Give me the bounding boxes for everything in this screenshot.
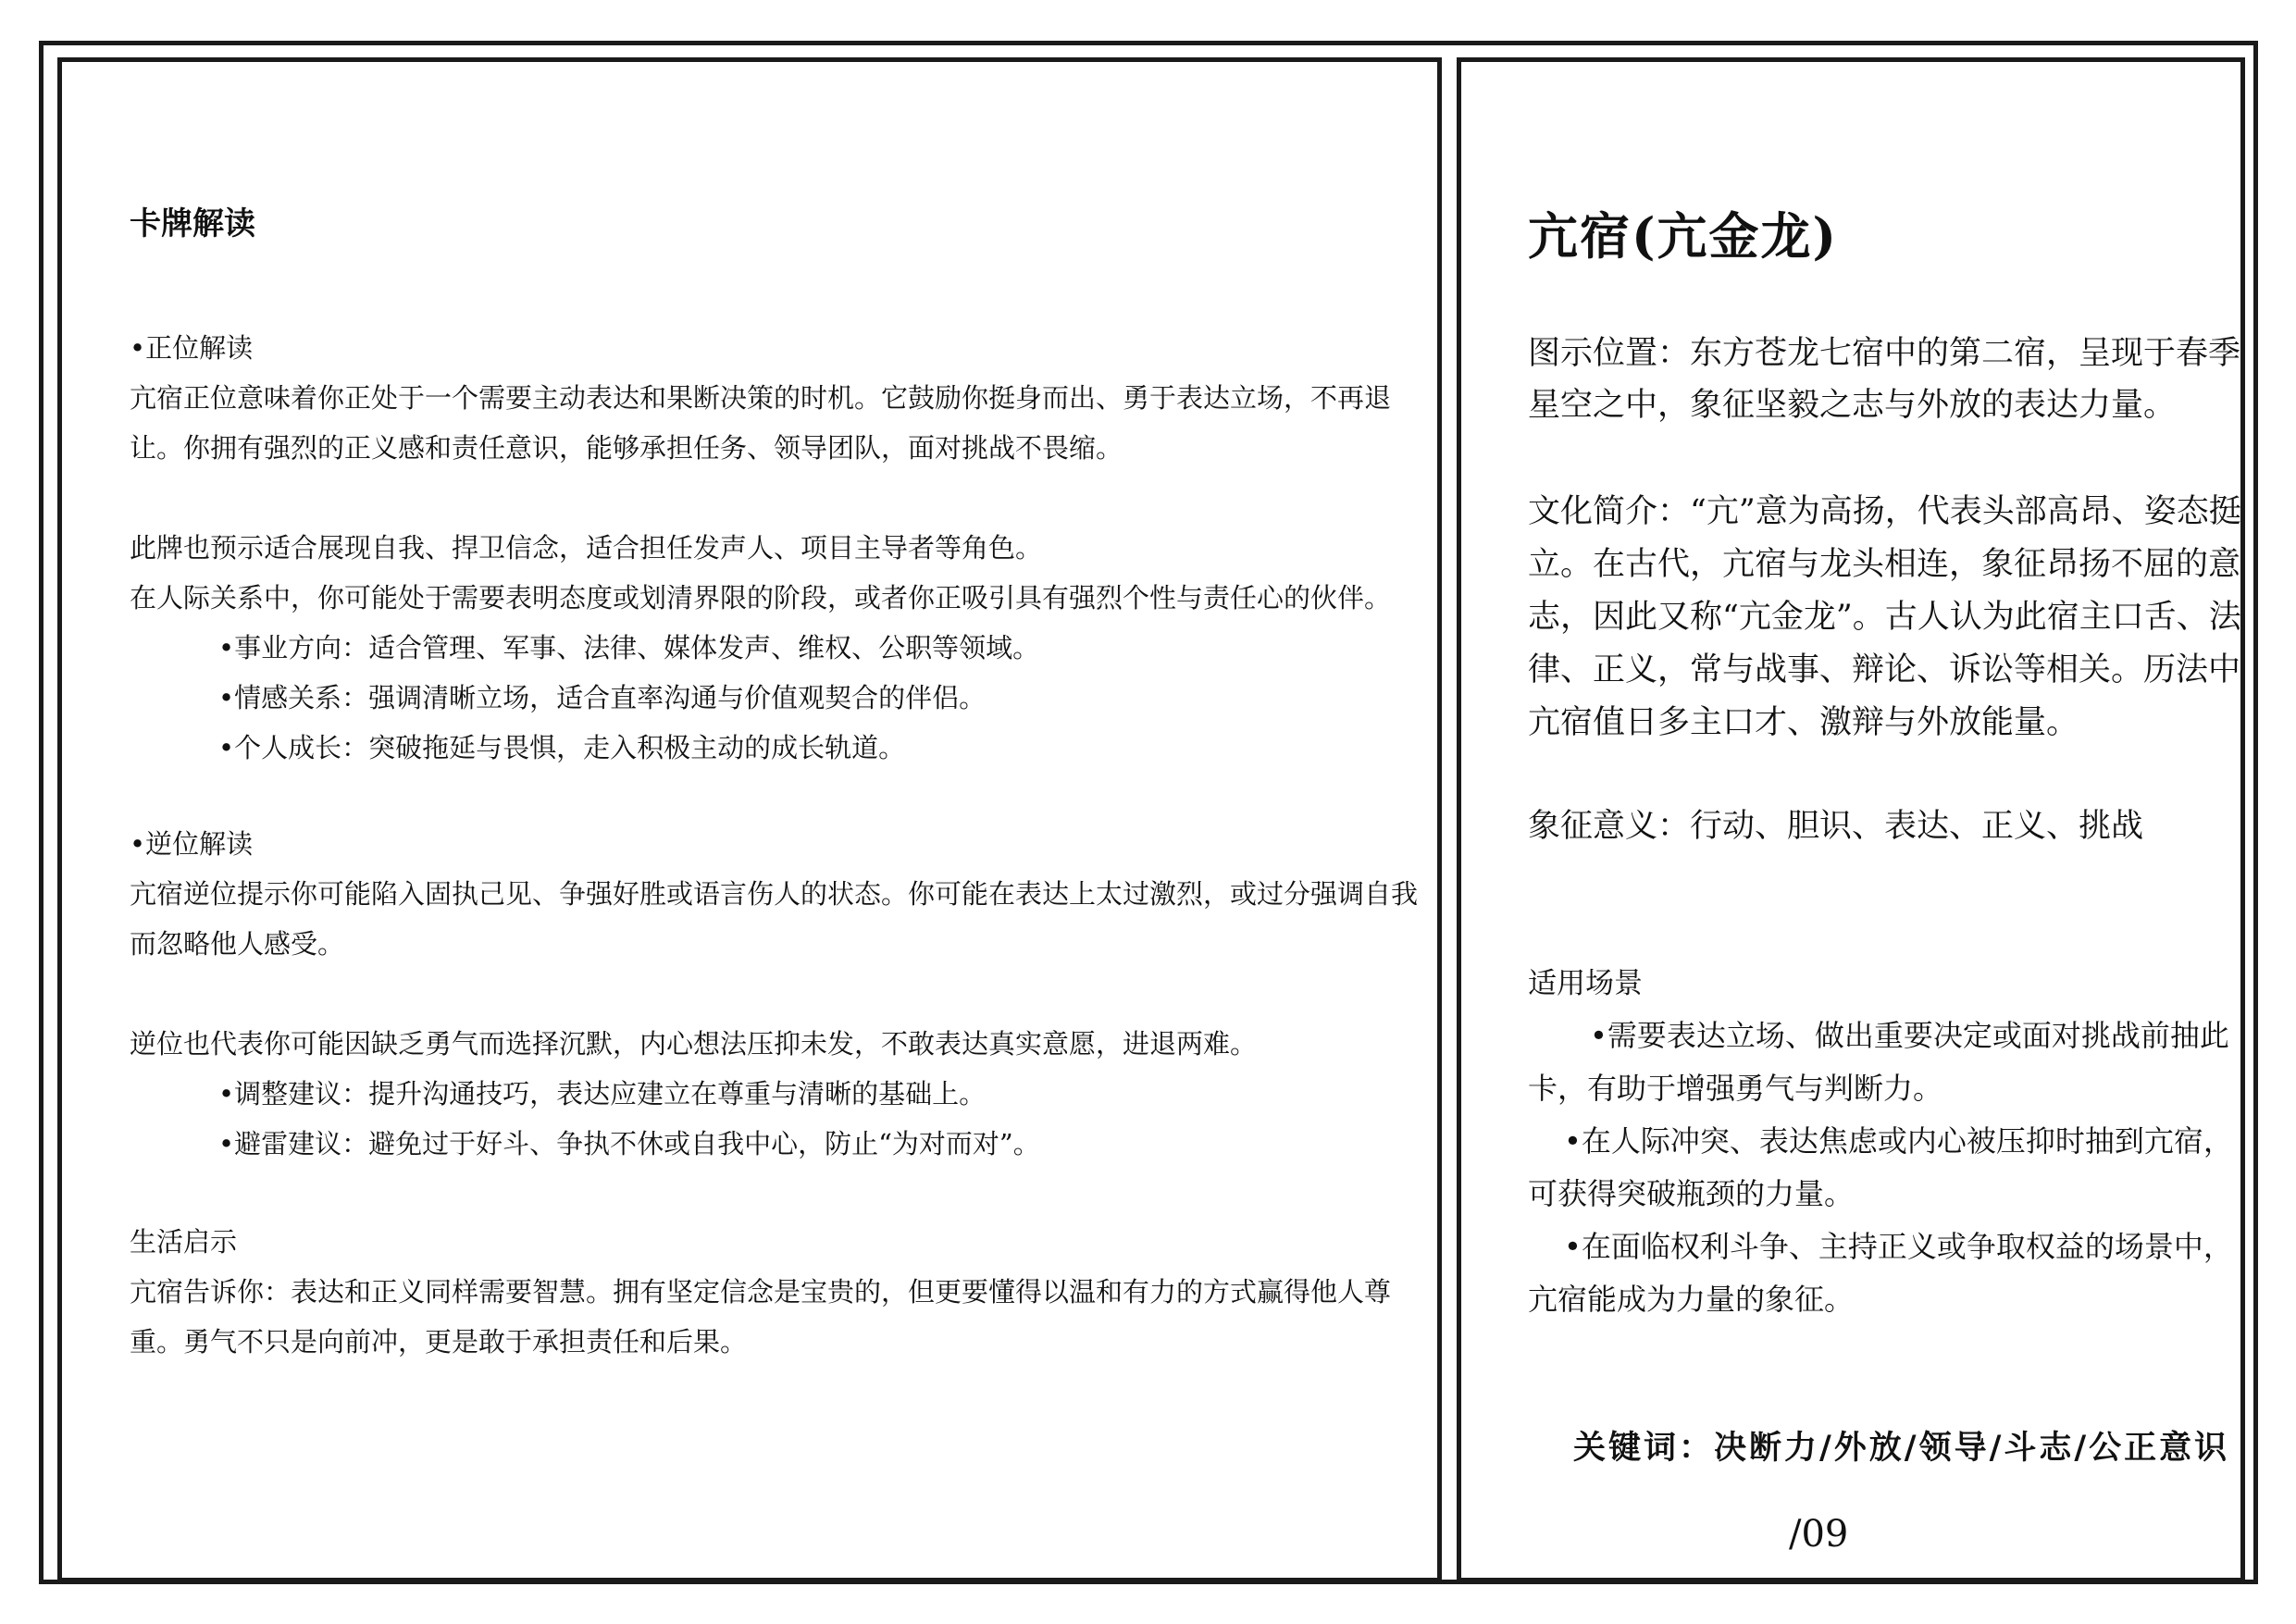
life-text-line: 重。勇气不只是向前冲，更是敢于承担责任和后果。 [130, 1326, 748, 1357]
upright-text-line: 让。你拥有强烈的正义感和责任意识，能够承担任务、领导团队，面对挑战不畏缩。 [130, 432, 1123, 464]
reversed-text-line: 亢宿逆位提示你可能陷入固执己见、争强好胜或语言伤人的状态。你可能在表达上太过激烈，或过分强调自我 [130, 878, 1419, 910]
upright-text-line: 在人际关系中，你可能处于需要表明态度或划清界限的阶段，或者你正吸引具有强烈个性与责任心的伙伴。 [130, 582, 1392, 614]
card-title: 亢宿(亢金龙) [1528, 206, 1839, 266]
position-line: 星空之中，象征坚毅之志与外放的表达力量。 [1528, 387, 2177, 424]
culture-line: 志，因此又称“亢金龙”。古人认为此宿主口舌、法 [1528, 599, 2241, 636]
upright-bullet: •情感关系：强调清晰立场，适合直率沟通与价值观契合的伴侣。 [218, 682, 987, 713]
page-number: /09 [1789, 1513, 1849, 1556]
upright-title: •正位解读 [130, 332, 254, 364]
culture-line: 立。在古代，亢宿与龙头相连，象征昂扬不屈的意 [1528, 546, 2241, 583]
scenes-title: 适用场景 [1528, 967, 1643, 1000]
upright-bullet: •个人成长：突破拖延与畏惧，走入积极主动的成长轨道。 [218, 732, 906, 763]
reversed-bullet: •调整建议：提升沟通技巧，表达应建立在尊重与清晰的基础上。 [218, 1078, 987, 1110]
scene-line: •需要表达立场、做出重要决定或面对挑战前抽此 [1590, 1018, 2229, 1053]
reversed-text-line: 逆位也代表你可能因缺乏勇气而选择沉默，内心想法压抑未发，不敢表达真实意愿，进退两难。 [130, 1028, 1258, 1060]
scene-line: 亢宿能成为力量的象征。 [1528, 1282, 1855, 1317]
upright-text-line: 亢宿正位意味着你正处于一个需要主动表达和果断决策的时机。它鼓励你挺身而出、勇于表达立场，不再退 [130, 382, 1392, 414]
section-heading: 卡牌解读 [130, 205, 255, 242]
culture-line: 亢宿值日多主口才、激辩与外放能量。 [1528, 704, 2079, 741]
life-text-line: 亢宿告诉你：表达和正义同样需要智慧。拥有坚定信念是宝贵的，但更要懂得以温和有力的方式赢得他人尊 [130, 1276, 1392, 1308]
culture-line: 文化简介：“亢”意为高扬，代表头部高昂、姿态挺 [1528, 493, 2241, 530]
reversed-text-line: 而忽略他人感受。 [130, 928, 345, 960]
scene-line: 卡，有助于增强勇气与判断力。 [1528, 1071, 1943, 1106]
reversed-bullet: •避雷建议：避免过于好斗、争执不休或自我中心，防止“为对而对”。 [218, 1128, 1040, 1159]
scene-line: •在面临权利斗争、主持正义或争取权益的场景中， [1564, 1229, 2233, 1264]
scene-line: •在人际冲突、表达焦虑或内心被压抑时抽到亢宿， [1564, 1123, 2233, 1159]
reversed-title: •逆位解读 [130, 828, 254, 860]
life-title: 生活启示 [130, 1226, 238, 1258]
keywords: 关键词：决断力/外放/领导/斗志/公正意识 [1573, 1429, 2230, 1467]
scene-line: 可获得突破瓶颈的力量。 [1528, 1176, 1855, 1211]
symbol-line: 象征意义：行动、胆识、表达、正义、挑战 [1528, 808, 2144, 845]
upright-text-line: 此牌也预示适合展现自我、捍卫信念，适合担任发声人、项目主导者等角色。 [130, 532, 1043, 564]
culture-line: 律、正义，常与战事、辩论、诉讼等相关。历法中 [1528, 651, 2241, 688]
upright-bullet: •事业方向：适合管理、军事、法律、媒体发声、维权、公职等领域。 [218, 632, 1040, 663]
position-line: 图示位置：东方苍龙七宿中的第二宿，呈现于春季 [1528, 335, 2241, 372]
